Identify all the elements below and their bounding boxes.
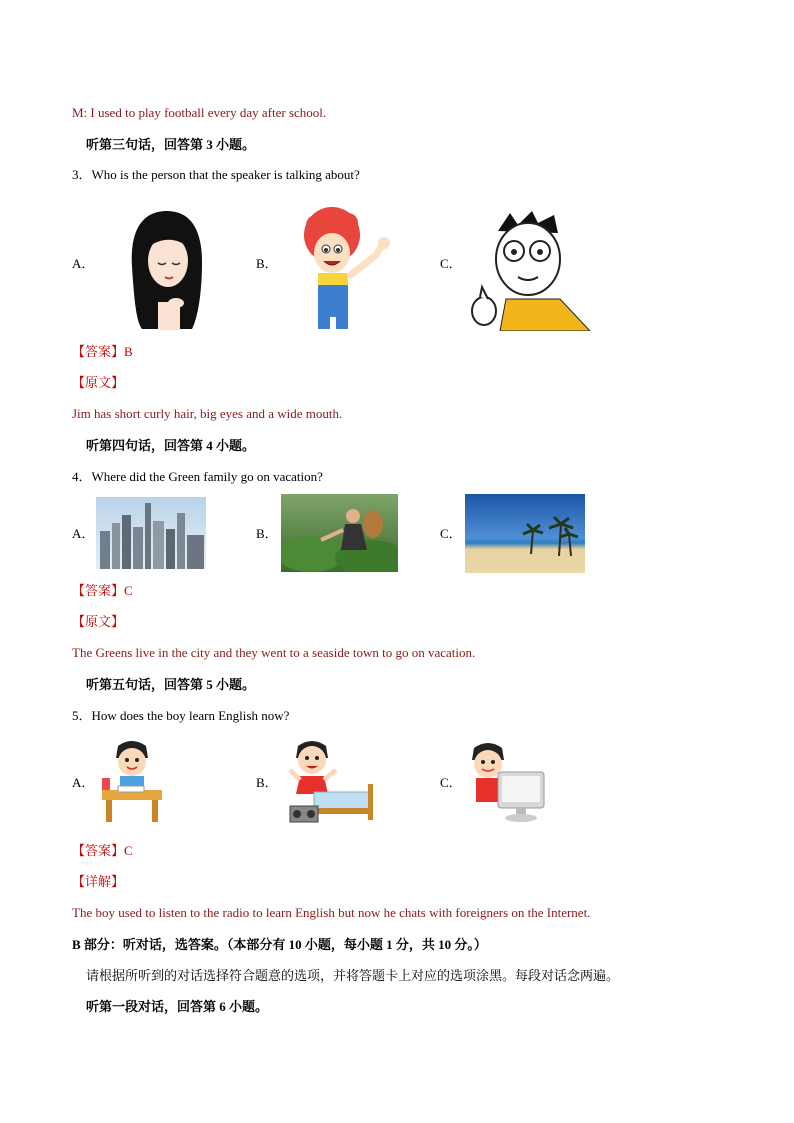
option-b-label: B． — [256, 775, 278, 790]
answer-3 — [72, 343, 133, 361]
boy-radio-bed-image — [284, 736, 374, 826]
section-heading-5: 听第五句话，回答第 5 小题。 — [86, 677, 256, 692]
boy-glasses-image — [470, 207, 592, 331]
section-heading-6: 听第一段对话，回答第 6 小题。 — [86, 999, 269, 1014]
seaside-beach-image — [465, 494, 585, 573]
option-b-label: B． — [256, 256, 278, 271]
section-heading-4: 听第四句话，回答第 4 小题。 — [86, 438, 256, 453]
option-c-label: C． — [440, 256, 462, 271]
answer-5 — [72, 842, 133, 860]
section-heading-3: 听第三句话，回答第 3 小题。 — [86, 137, 256, 152]
answer-tag: 【答案】 — [72, 344, 125, 359]
answer-4 — [72, 582, 133, 600]
boy-reading-book-image — [98, 738, 164, 824]
answer-tag: 【答案】 — [72, 843, 125, 858]
boy-curly-hair-image — [296, 205, 394, 331]
source-tag-3: 【原文】 — [72, 375, 125, 390]
source-text-4: The Greens live in the city and they went to a seaside town to go on vacation. — [72, 645, 476, 660]
question-4: 4．Where did the Green family go on vacation? — [72, 469, 323, 484]
option-c-label: C． — [440, 526, 462, 541]
part-b-instructions: 请根据所听到的对话选择符合题意的选项，并将答题卡上对应的选项涂黑。每段对话念两遍。 — [86, 968, 620, 983]
option-c-label: C． — [440, 775, 462, 790]
source-tag-4: 【原文】 — [72, 614, 125, 629]
transcript-line: M: I used to play football every day after school. — [72, 105, 327, 120]
detail-text-5: The boy used to listen to the radio to learn English but now he chats with foreigners on the Internet. — [72, 905, 591, 920]
tea-picking-image — [281, 494, 398, 572]
option-a-label: A． — [72, 775, 95, 790]
city-skyline-image — [96, 497, 206, 569]
answer-value: C — [124, 583, 133, 598]
option-a-label: A． — [72, 256, 95, 271]
question-5: 5．How does the boy learn English now? — [72, 708, 290, 723]
boy-computer-image — [468, 738, 548, 824]
option-b-label: B． — [256, 526, 278, 541]
answer-value: C — [124, 843, 133, 858]
part-b-heading: B 部分：听对话，选答案。（本部分有 10 小题，每小题 1 分，共 10 分。） — [72, 937, 487, 952]
girl-long-hair-image — [128, 207, 206, 330]
answer-value: B — [124, 344, 133, 359]
source-text-3: Jim has short curly hair, big eyes and a wide mouth. — [72, 406, 343, 421]
answer-tag: 【答案】 — [72, 583, 125, 598]
question-3: 3．Who is the person that the speaker is talking about? — [72, 167, 360, 182]
option-a-label: A． — [72, 526, 95, 541]
detail-tag-5: 【详解】 — [72, 874, 125, 889]
